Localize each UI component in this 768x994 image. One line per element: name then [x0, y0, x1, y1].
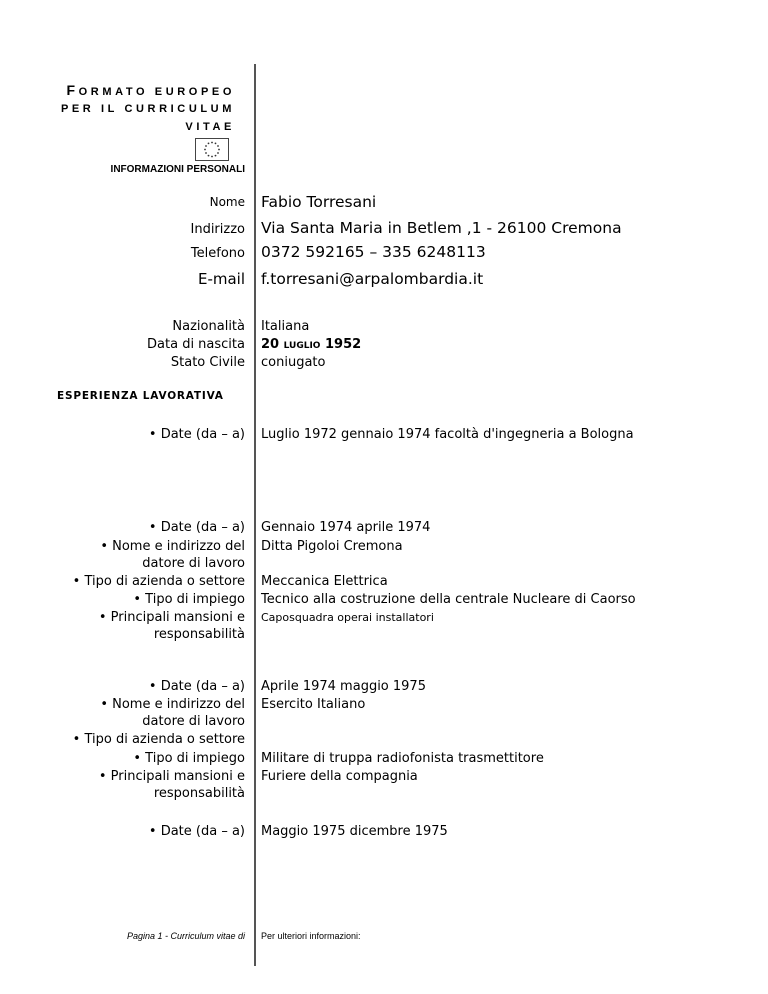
- section-work-experience: ESPERIENZA LAVORATIVA: [57, 390, 224, 402]
- job-2-duties: Caposquadra operai installatori: [261, 611, 434, 624]
- job-3-role: Militare di truppa radiofonista trasmettitore: [261, 751, 544, 766]
- job-3-employer-label-2: datore di lavoro: [142, 714, 245, 729]
- job-3-date: Aprile 1974 maggio 1975: [261, 679, 426, 694]
- email-label: E-mail: [197, 270, 245, 288]
- email-value: f.torresani@arpalombardia.it: [261, 270, 484, 288]
- job-3-employer-label-1: • Nome e indirizzo del: [100, 697, 245, 712]
- address-value: Via Santa Maria in Betlem ,1 - 26100 Cremona: [261, 219, 622, 237]
- job-2-date: Gennaio 1974 aprile 1974: [261, 520, 431, 535]
- job-3-duties-label-2: responsabilità: [153, 786, 245, 801]
- birth-label: Data di nascita: [147, 337, 245, 352]
- nationality-value: Italiana: [261, 319, 310, 334]
- job-2-sector: Meccanica Elettrica: [261, 574, 388, 589]
- name-label: Nome: [209, 195, 245, 209]
- job-2-duties-label-2: responsabilità: [153, 627, 245, 642]
- job-2-date-label: • Date (da – a): [148, 520, 245, 535]
- job-2-sector-label: • Tipo di azienda o settore: [72, 574, 245, 589]
- eu-flag-icon: [195, 138, 229, 161]
- job-2-duties-label-1: • Principali mansioni e: [98, 610, 245, 625]
- name-value: Fabio Torresani: [261, 193, 377, 211]
- nationality-label: Nazionalità: [172, 319, 245, 334]
- job-1-date: Luglio 1972 gennaio 1974 facoltà d'ingegneria a Bologna: [261, 427, 634, 442]
- job-3-duties: Furiere della compagnia: [261, 769, 418, 784]
- birth-value: 20 luglio 1952: [261, 337, 362, 352]
- phone-value: 0372 592165 – 335 6248113: [261, 243, 486, 261]
- header-line-1: FORMATO EUROPEO: [66, 82, 235, 98]
- job-4-date-label: • Date (da – a): [148, 824, 245, 839]
- job-3-sector-label: • Tipo di azienda o settore: [72, 732, 245, 747]
- civil-label: Stato Civile: [170, 355, 245, 370]
- job-2-employer: Ditta Pigoloi Cremona: [261, 539, 403, 554]
- job-3-role-label: • Tipo di impiego: [133, 751, 245, 766]
- address-label: Indirizzo: [190, 222, 245, 237]
- job-2-employer-label-1: • Nome e indirizzo del: [100, 539, 245, 554]
- job-1-date-label: • Date (da – a): [148, 427, 245, 442]
- footer-more-info: Per ulteriori informazioni:: [261, 931, 361, 941]
- job-2-employer-label-2: datore di lavoro: [142, 556, 245, 571]
- job-3-date-label: • Date (da – a): [148, 679, 245, 694]
- header-line-2: PER IL CURRICULUM: [60, 103, 235, 115]
- job-2-role-label: • Tipo di impiego: [133, 592, 245, 607]
- job-3-employer: Esercito Italiano: [261, 697, 366, 712]
- job-2-role: Tecnico alla costruzione della centrale Nucleare di Caorso: [261, 592, 636, 607]
- phone-label: Telefono: [190, 246, 245, 261]
- column-divider: [254, 64, 256, 966]
- header-line-3: VITAE: [185, 121, 235, 133]
- section-personal-info: INFORMAZIONI PERSONALI: [110, 164, 245, 175]
- civil-value: coniugato: [261, 355, 326, 370]
- job-3-duties-label-1: • Principali mansioni e: [98, 769, 245, 784]
- job-4-date: Maggio 1975 dicembre 1975: [261, 824, 448, 839]
- footer-page-label: Pagina 1 - Curriculum vitae di: [126, 931, 245, 941]
